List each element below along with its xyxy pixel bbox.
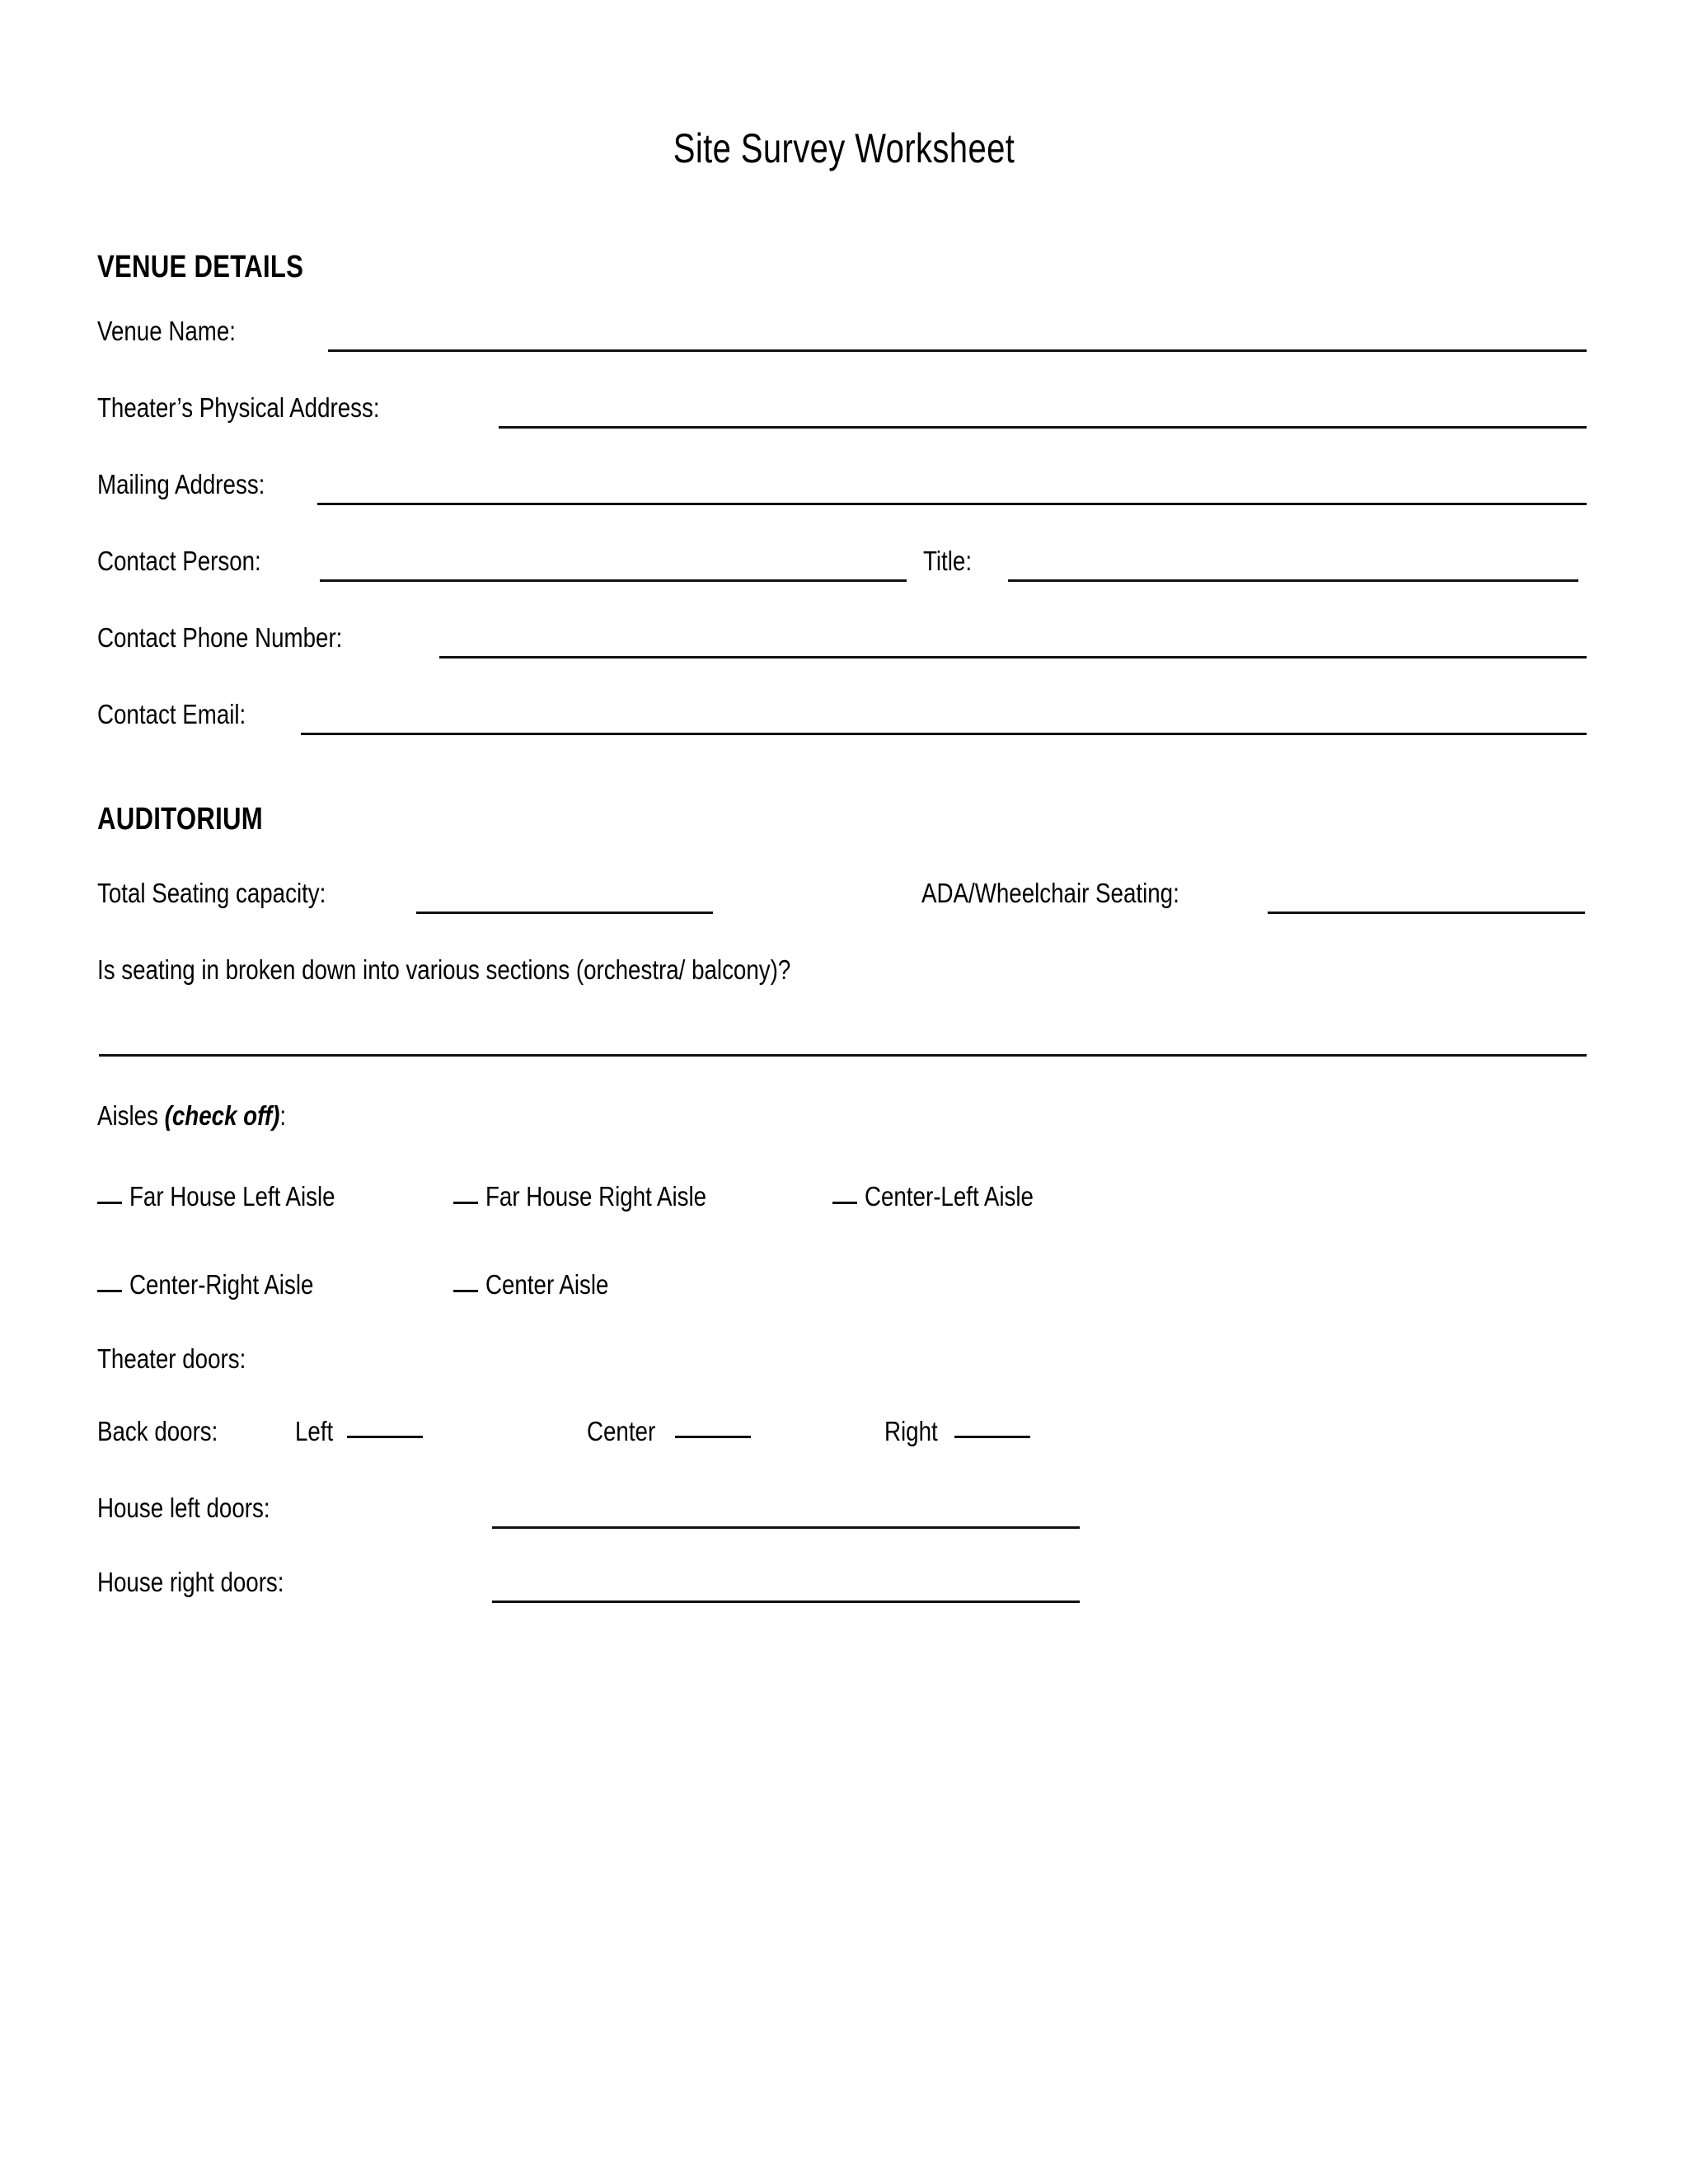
field-rule-house-left-doors[interactable]	[492, 1526, 1080, 1529]
field-label-house-left-doors: House left doors:	[97, 1493, 270, 1523]
field-rule-contact-email[interactable]	[301, 733, 1587, 735]
aisles-label-row	[97, 1098, 322, 1134]
field-row-house-left-doors	[97, 1490, 302, 1526]
back-doors-label: Back doors:	[97, 1416, 218, 1446]
field-row-total-seating	[97, 875, 369, 912]
question-seating-sections	[97, 952, 923, 988]
checkbox-blank-icon[interactable]	[832, 1202, 857, 1204]
checkbox-label-center-left-aisle: Center-Left Aisle	[865, 1181, 1034, 1212]
aisles-label-text: Aisles	[97, 1100, 158, 1131]
question-seating-sections-text: Is seating in broken down into various sections (orchestra/ balcony)?	[97, 954, 791, 985]
field-label-title: Title:	[923, 546, 973, 576]
page-title: Site Survey Worksheet	[673, 125, 1015, 171]
field-row-ada-seating	[921, 875, 1228, 912]
field-label-venue-name: Venue Name:	[97, 316, 236, 346]
checkbox-center-right-aisle[interactable]	[97, 1267, 349, 1303]
section-heading-auditorium: AUDITORIUM	[97, 802, 263, 837]
field-label-ada-seating: ADA/Wheelchair Seating:	[921, 878, 1179, 908]
back-door-left-blank[interactable]	[347, 1436, 423, 1438]
field-row-contact-phone	[97, 620, 389, 656]
field-row-venue-name	[97, 313, 262, 349]
back-door-center-blank[interactable]	[675, 1436, 751, 1438]
answer-rule-seating-sections[interactable]	[99, 1054, 1587, 1057]
field-row-contact-email	[97, 696, 274, 733]
back-door-left-field[interactable]	[295, 1413, 423, 1450]
back-door-right-label: Right	[884, 1416, 938, 1446]
field-rule-title[interactable]	[1008, 579, 1578, 582]
field-label-house-right-doors: House right doors:	[97, 1567, 284, 1597]
field-rule-mailing-address[interactable]	[317, 503, 1587, 505]
back-door-left-label: Left	[295, 1416, 334, 1446]
checkbox-label-center-right-aisle: Center-Right Aisle	[129, 1269, 314, 1300]
back-doors-label-row	[97, 1413, 241, 1450]
field-label-total-seating: Total Seating capacity:	[97, 878, 326, 908]
checkbox-blank-icon[interactable]	[453, 1290, 478, 1292]
theater-doors-label: Theater doors:	[97, 1343, 246, 1374]
field-label-physical-address: Theater’s Physical Address:	[97, 392, 380, 423]
field-rule-physical-address[interactable]	[499, 426, 1587, 429]
field-row-contact-person	[97, 543, 293, 579]
theater-doors-label-row	[97, 1341, 274, 1377]
back-door-right-blank[interactable]	[954, 1436, 1030, 1438]
field-rule-house-right-doors[interactable]	[492, 1601, 1080, 1603]
checkbox-label-center-aisle: Center Aisle	[485, 1269, 609, 1300]
checkbox-center-aisle[interactable]	[453, 1267, 632, 1303]
field-label-contact-phone: Contact Phone Number:	[97, 622, 343, 653]
checkbox-far-house-left-aisle[interactable]	[97, 1179, 374, 1215]
field-label-contact-email: Contact Email:	[97, 699, 246, 729]
field-row-mailing-address	[97, 466, 297, 503]
checkbox-blank-icon[interactable]	[453, 1202, 478, 1204]
back-door-right-field[interactable]	[884, 1413, 1030, 1450]
checkbox-label-far-house-left-aisle: Far House Left Aisle	[129, 1181, 335, 1212]
aisles-colon: :	[279, 1100, 287, 1131]
field-rule-venue-name[interactable]	[328, 349, 1587, 352]
field-rule-total-seating[interactable]	[416, 912, 713, 914]
checkbox-far-house-right-aisle[interactable]	[453, 1179, 748, 1215]
checkbox-blank-icon[interactable]	[97, 1202, 122, 1204]
aisles-note-text: (check off)	[164, 1100, 280, 1131]
field-rule-ada-seating[interactable]	[1268, 912, 1585, 914]
field-row-physical-address	[97, 390, 434, 426]
field-label-contact-person: Contact Person:	[97, 546, 261, 576]
checkbox-center-left-aisle[interactable]	[832, 1179, 1066, 1215]
field-row-house-right-doors	[97, 1564, 320, 1601]
aisles-label	[97, 1098, 286, 1134]
checkbox-blank-icon[interactable]	[97, 1290, 122, 1292]
section-heading-venue-details: VENUE DETAILS	[97, 250, 304, 284]
field-rule-contact-person[interactable]	[320, 579, 907, 582]
back-door-center-field[interactable]	[587, 1413, 751, 1450]
checkbox-label-far-house-right-aisle: Far House Right Aisle	[485, 1181, 707, 1212]
field-row-title	[923, 543, 981, 579]
field-label-mailing-address: Mailing Address:	[97, 469, 265, 499]
field-rule-contact-phone[interactable]	[439, 656, 1587, 658]
back-door-center-label: Center	[587, 1416, 656, 1446]
